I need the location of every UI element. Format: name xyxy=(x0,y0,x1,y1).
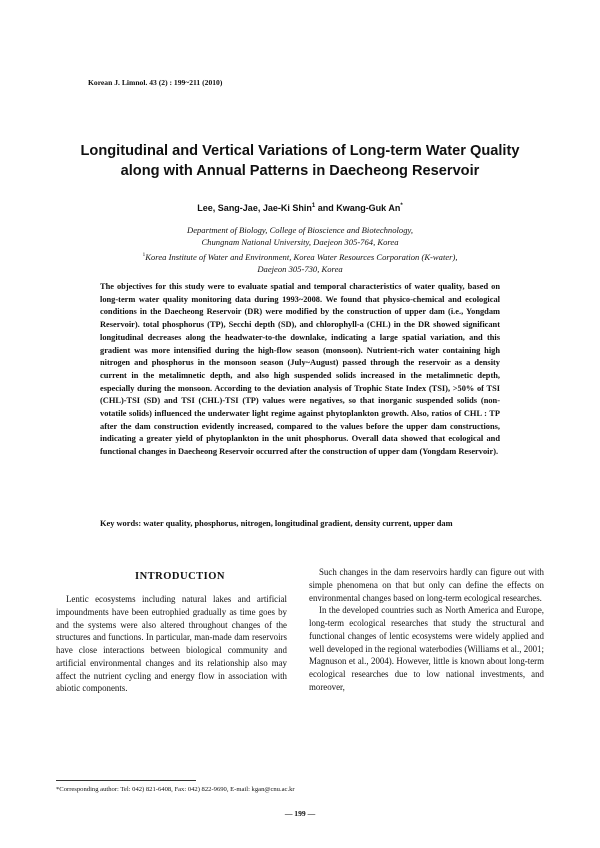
intro-paragraph-1: Lentic ecosystems including natural lakes and artificial impoundments have been eutrophied gradually as time goes by and the systems were also altered throughout changes of the structures and functions. In particular, man-made dam reservoirs have close interactions between biological community and artificial environmental changes and its relationship also may affect the nutrient cycling and energy flow in association with abiotic components. xyxy=(56,594,287,694)
affiliation-1 xyxy=(50,224,550,249)
affiliation-1-line-2: Chungnam National University, Daejeon 305-764, Korea xyxy=(201,237,399,248)
intro-column-2 xyxy=(309,566,544,694)
paper-title xyxy=(50,141,550,181)
title-line-2: along with Annual Patterns in Daecheong Reservoir xyxy=(120,163,480,179)
abstract: The objectives for this study were to evaluate spatial and temporal characteristics of water quality, based on long-term water quality monitoring data during 1993~2008. We found that physico-chemical and ecological conditions in the Daecheong Reservoir (DR) were modified by the construction of upper dam (i.e., Yongdam Reservoir). total phosphorus (TP), Secchi depth (SD), and chlorophyll-a (CHL) in the DR showed significant longitudinal decreases along the headwater-to-the downlake, indicating a large spatial variation, and this gradient was more intensified during the high-flow season (monsoon). Nutrient-rich water containing high nitrogen and phosphorus in the monsoon season (July~August) passed through the reservoir as a density current in the metalimnetic depth, and also high suspended solids increased in the metalimnetic depth, especially during the monsoon. According to the deviation analysis of Trophic State Index (TSI), >50% of TSI (CHL)-TSI (SD) and TSI (CHL)-TSI (TP) values were negatives, so that inorganic suspended solids (non-votatile solids) influenced the underwater light regime against phytoplankton growth. Also, ratios of CHL : TP after the dam construction evidently increased, compared to the values before the upper dam constructions, indicating a greater yield of phytoplankton in the unit phosphorus. Overall data showed that ecological and functional changes in Daecheong Reservoir occurred after the construction of upper dam (Yongdam Reservoir). xyxy=(100,282,500,457)
author-1: Lee, Sang-Jae, Jae-Ki Shin xyxy=(197,203,312,213)
affiliation-2 xyxy=(50,249,550,275)
intro-paragraph-2: Such changes in the dam reservoirs hardly can figure out with simple phenomena on that but only can define the effects on environmental changes based on long-term ecological researches. xyxy=(309,567,544,603)
affiliation-2-mark: 1 xyxy=(142,252,146,258)
journal-reference: Korean J. Limnol. 43 (2) : 199~211 (2010) xyxy=(88,78,223,87)
author-2-mark: * xyxy=(400,203,403,209)
corresponding-author-footnote: *Corresponding author: Tel: 042) 821-6408, Fax: 042) 822-9690, E-mail: kgan@cnu.ac.kr xyxy=(56,786,295,793)
page-number: — 199 — xyxy=(284,809,316,818)
author-2: and Kwang-Guk An xyxy=(315,203,401,213)
section-heading-introduction: INTRODUCTION xyxy=(134,571,225,582)
affiliation-2-line-2: Daejeon 305-730, Korea xyxy=(257,264,343,275)
keywords: Key words: water quality, phosphorus, nitrogen, longitudinal gradient, density current, upper dam xyxy=(100,519,453,528)
author-list xyxy=(50,203,550,213)
title-line-1: Longitudinal and Vertical Variations of Long-term Water Quality xyxy=(80,143,520,159)
intro-column-1 xyxy=(56,593,287,695)
author-1-mark: 1 xyxy=(311,203,316,209)
affiliation-1-line-1: Department of Biology, College of Bioscience and Biotechnology, xyxy=(186,225,413,235)
intro-paragraph-3: In the developed countries such as North America and Europe, long-term ecological researches that study the structural and functional changes of lentic ecosystems were widely applied and well developed in the regional waterbodies (Williams et al., 2001; Magnuson et al., 2004). However, little is known about long-term ecological researches due to low national investments, and moreover, xyxy=(309,605,544,692)
affiliation-2-line-1: Korea Institute of Water and Environment, Korea Water Resources Corporation (K-water), xyxy=(145,251,458,262)
footnote-divider xyxy=(56,780,196,781)
